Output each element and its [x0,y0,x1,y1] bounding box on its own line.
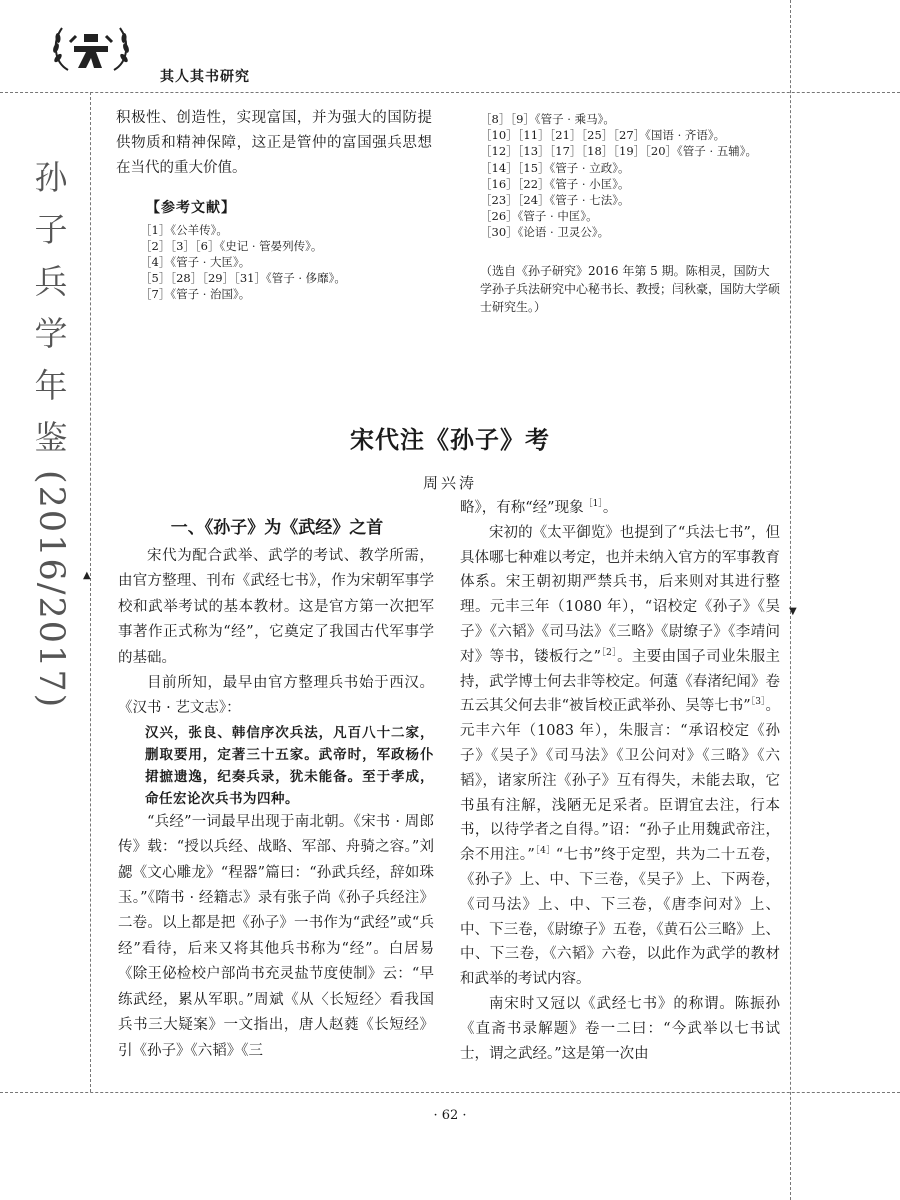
right-margin-rule [790,0,791,1200]
footnote-ref: ［1］ [583,499,603,510]
reference-item: ［30］《论语 · 卫灵公》。 [480,225,610,240]
paragraph [460,496,780,521]
section-heading: 一、《孙子》为《武经》之首 [170,518,384,538]
reference-item: ［14］［15］《管子 · 立政》。 [480,160,630,175]
section-name: 其人其书研究 [160,69,250,85]
header-rule [0,92,900,93]
text-run: “七书”终于定型，共为二十五卷，《孙子》上、中、下三卷，《吴子》上、下两卷，《司马法》上、中、下三卷，《唐李问对》上、中、下三卷，《尉缭子》五卷，《黄石公三略》上、中、下三卷，《六韬》六卷，以此作为武学的教材和武举的考试内容。 [460,847,780,988]
references-heading: 【参考文献】 [146,200,236,216]
journal-logo [46,18,136,78]
laurel-emblem-icon [46,18,136,78]
paragraph: “兵经”一词最早出现于南北朝。《宋书 · 周郎传》载：“授以兵经、战略、军部、舟骑之容。”刘勰《文心雕龙》“程器”篇曰：“孙武兵经，辞如珠玉。”《隋书 · 经籍志》录有张子尚《孙子兵经注》二卷。以上都是把《孙子》一书作为“武经”或“兵经”看待，后来又将其他兵书称为“经”。白居易《除王佖检校户部尚书充灵盐节度使制》云：“早练武经，累从军职。”周斌《从〈长短经〉看我国兵书三大疑案》一文指出，唐人赵蕤《长短经》引《孙子》《六韬》《三 [118,813,434,1059]
reference-item: ［4］《管子 · 大匡》。 [140,255,251,269]
triangle-down-icon: ▼ [789,606,797,617]
reference-item: ［23］［24］《管子 · 七法》。 [480,193,630,208]
article-title: 宋代注《孙子》考 [350,425,550,454]
footnote-ref: ［4］ [534,846,556,857]
triangle-up-icon: ▲ [83,570,91,581]
page-number: · 62 · [433,1108,467,1123]
paragraph [460,521,780,992]
side-title-year: (2016/2017) [31,470,71,710]
side-title-char: 孙 [34,158,68,197]
footnote-ref: ［3］ [750,697,766,708]
references-list-right [480,111,757,241]
text-run: 。主要由国子司业朱服主持，武学博士何去非等校定。何薳《春渚纪闻》卷五云其父何去非“被旨校正武举孙、吴等七书” [460,648,780,715]
side-title-char: 鉴 [34,418,68,457]
reference-item: ［5］［28］［29］［31］《管子 · 侈靡》。 [140,271,346,285]
side-title-char: 子 [34,210,68,249]
reference-item: ［12］［13］［17］［18］［19］［20］《管子 · 五辅》。 [480,144,758,159]
footnote-ref: ［2］ [600,647,618,658]
article-column-left [118,544,434,1064]
paragraph: 宋代为配合武举、武学的考试、教学所需，由官方整理、刊布《武经七书》，作为宋朝军事学校和武举考试的基本教材。这是官方第一次把军事著作正式称为“经”，它奠定了我国古代军事学的基础。 [118,548,434,666]
text-run: 。 [602,500,618,516]
footer-rule [0,1092,900,1093]
article-author: 周兴涛 [422,474,477,492]
reference-item: ［8］［9］《管子 · 乘马》。 [480,112,615,126]
previous-article-ending: 积极性、创造性，实现富国，并为强大的国防提供物质和精神保障，这正是管仲的富国强兵思想在当代的重大价值。 [116,110,432,176]
source-note: （选自《孙子研究》2016 年第 5 期。陈相灵，国防大学孙子兵法研究中心秘书长、教授；闫秋豪，国防大学硕士研究生。） [480,264,781,314]
reference-item: ［16］［22］《管子 · 小匡》。 [480,176,630,191]
references-list-left [140,222,346,302]
reference-item: ［26］《管子 · 中匡》。 [480,209,598,224]
reference-item: ［10］［11］［21］［25］［27］《国语 · 齐语》。 [480,128,726,143]
text-run: 宋初的《太平御览》也提到了“兵法七书”，但具体哪七种难以考定，也并未纳入官方的军事教育体系。宋王朝初期严禁兵书，后来则对其进行整理。元丰三年（1080 年），“诏校定《孙子》《吴子》《六韬》《司马法》《三略》《尉缭子》《李靖问对》等书，镂板行之” [460,524,780,665]
side-title-char: 年 [34,366,68,405]
text-run: 。元丰六年（1083 年），朱服言：“承诏校定《孙子》《吴子》《司马法》《卫公问对》《三略》《六韬》，诸家所注《孙子》互有得失，未能去取，它书虽有注解，浅陋无足采者。臣谓宜去注，行本书，以待学者之自得。”诏：“孙子止用魏武帝注，余不用注。” [460,698,781,864]
side-title-char: 兵 [34,262,68,301]
reference-item: ［2］［3］［6］《史记 · 管晏列传》。 [140,239,323,253]
article-column-right [460,496,780,1066]
side-title-char: 学 [34,314,68,353]
paragraph: 南宋时又冠以《武经七书》的称谓。陈振孙《直斋书录解题》卷一二曰：“今武举以七书试士，谓之武经。”这是第一次由 [460,995,780,1062]
text-run: 略》，有称“经”现象 [460,500,584,516]
reference-item: ［7］《管子 · 治国》。 [140,287,251,301]
block-quote: 汉兴，张良、韩信序次兵法，凡百八十二家，删取要用，定著三十五家。武帝时，军政杨仆捃摭遗逸，纪奏兵录，犹未能备。至于孝成，命任宏论次兵书为四种。 [145,724,434,807]
left-margin-rule [90,92,91,1092]
paragraph: 目前所知，最早由官方整理兵书始于西汉。《汉书 · 艺文志》： [118,675,434,717]
reference-item: ［1］《公羊传》。 [140,223,228,237]
